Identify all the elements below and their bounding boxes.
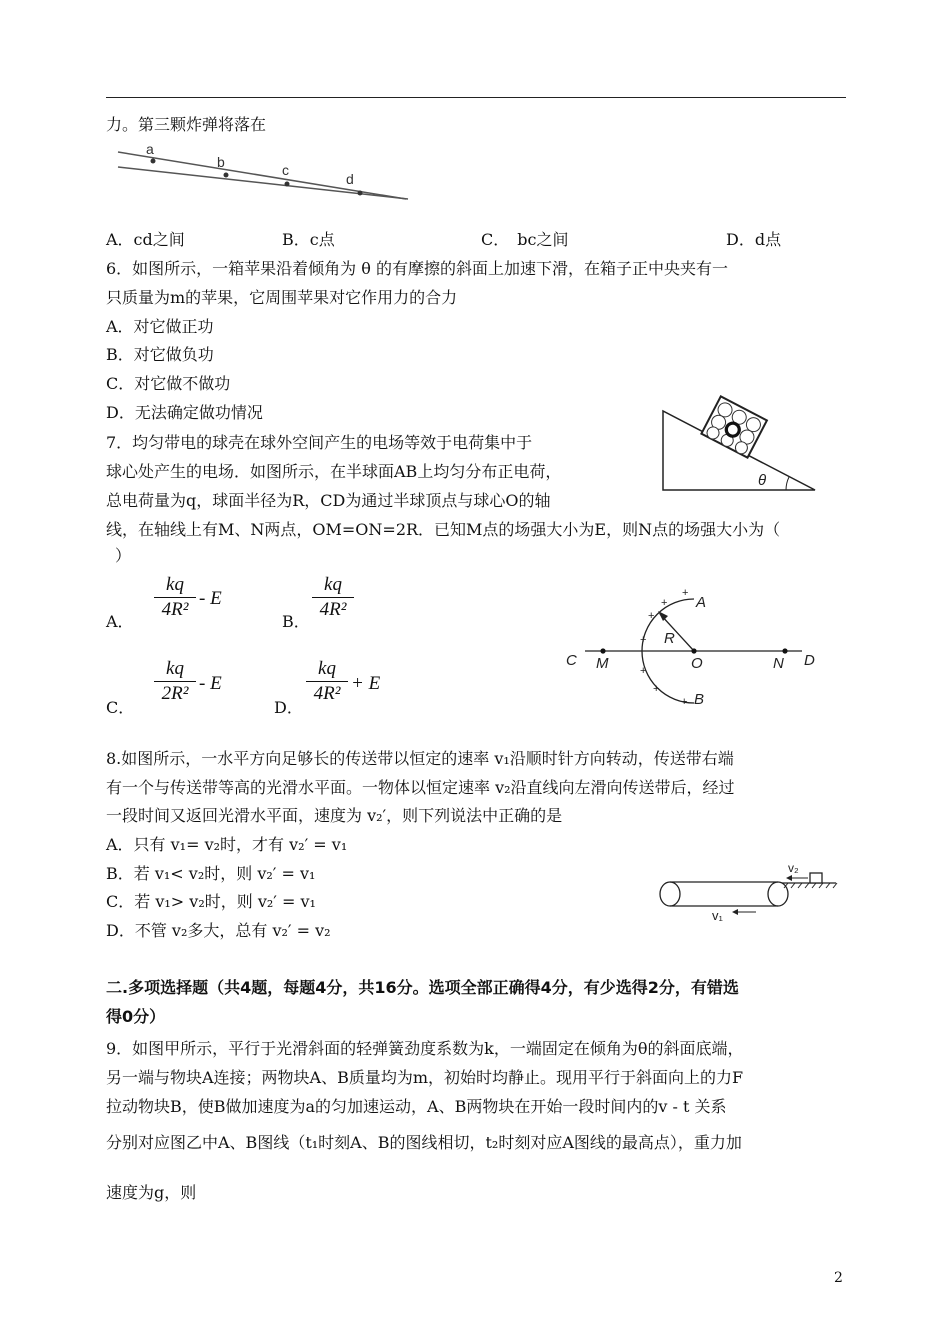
page-number: 2 <box>834 1270 843 1286</box>
q7-plus-5: + <box>640 665 647 677</box>
q5-label-a: a <box>146 141 154 157</box>
q9-stem-line1: 9．如图甲所示，平行于光滑斜面的轻弹簧劲度系数为k，一端固定在倾角为θ的斜面底端， <box>106 1039 744 1058</box>
q8-option-c: C．若 v₁> v₂时，则 v₂′ = v₁ <box>106 892 316 911</box>
q7-option-d-tail: + E <box>351 673 381 694</box>
q7-stem-line1: 7．均匀带电的球壳在球外空间产生的电场等效于电荷集中于 <box>106 433 533 452</box>
q7-option-b-numerator: kq <box>324 574 342 595</box>
q7-stem-line2: 球心处产生的电场．如图所示，在半球面AB上均匀分布正电荷， <box>106 462 562 481</box>
q7-option-c-letter: C． <box>106 698 135 717</box>
q7-plus-3: + <box>648 610 655 622</box>
q6-stem-line2: 只质量为m的苹果，它周围苹果对它作用力的合力 <box>106 288 458 307</box>
q5-label-c: c <box>282 162 289 178</box>
q8-left-roller <box>660 882 680 906</box>
q7-option-d-denominator: 4R² <box>313 683 341 704</box>
q9-stem-line5: 速度为g，则 <box>106 1183 197 1202</box>
q6-theta-label: θ <box>758 472 767 489</box>
q8-stem-line1: 8.如图所示，一水平方向足够长的传送带以恒定的速率 v₁沿顺时针方向转动，传送带右端 <box>106 749 734 768</box>
q7-plus-1: + <box>682 587 689 599</box>
q6-angle-arc <box>786 477 789 490</box>
q8-v1-label: v₁ <box>712 908 723 923</box>
q8-right-roller <box>768 882 788 906</box>
q7-option-a-fraction <box>154 574 196 621</box>
q6-apple-box <box>701 396 767 457</box>
header-rule <box>106 97 846 98</box>
q5-point-d <box>358 191 363 196</box>
q7-option-c-tail: - E <box>199 673 222 694</box>
q7-option-c-fraction <box>154 658 196 705</box>
q7-option-a-denominator: 4R² <box>161 599 189 620</box>
q7-option-d-letter: D． <box>274 698 303 717</box>
q6-option-c: C．对它做不做功 <box>106 374 231 393</box>
section2-heading-line1: 二.多项选择题（共4题，每题4分，共16分。选项全部正确得4分，有少选得2分，有错选 <box>106 978 739 997</box>
q6-option-a: A．对它做正功 <box>106 317 214 336</box>
q5-label-d: d <box>346 171 354 187</box>
q7-label-n: N <box>773 655 784 672</box>
q7-plus-4: + <box>640 634 647 646</box>
q6-option-d: D．无法确定做功情况 <box>106 403 263 422</box>
q5-point-b <box>224 173 229 178</box>
q8-option-b: B．若 v₁< v₂时，则 v₂′ = v₁ <box>106 864 316 883</box>
q7-option-c-denominator: 2R² <box>161 683 189 704</box>
q8-option-a: A．只有 v₁= v₂时，才有 v₂′ = v₁ <box>106 835 348 854</box>
q7-option-a-letter: A． <box>106 612 134 631</box>
q5-slope-line <box>118 152 406 199</box>
q8-surface-hatch <box>784 883 837 888</box>
q7-label-a: A <box>696 594 707 611</box>
q7-label-o: O <box>691 655 703 672</box>
q6-figure <box>655 393 820 493</box>
q8-block <box>810 873 822 883</box>
q7-plus-6: + <box>653 683 660 695</box>
q7-label-b: B <box>694 691 705 708</box>
q7-stem-line4: 线，在轴线上有M、N两点，OM=ON=2R．已知M点的场强大小为E，则N点的场强大小为（ <box>106 520 781 539</box>
q7-label-r: R <box>664 630 675 647</box>
q7-plus-7: + <box>681 696 688 708</box>
q7-plus-2: + <box>661 597 668 609</box>
q7-option-d-fraction <box>306 658 348 705</box>
q5-label-b: b <box>217 154 225 170</box>
q8-stem-line2: 有一个与传送带等高的光滑水平面。一物体以恒定速率 v₂沿直线向左滑向传送带后，经过 <box>106 778 735 797</box>
q5-tail-text: 力。第三颗炸弹将落在 <box>106 115 267 134</box>
q5-option-b: B．c点 <box>282 230 335 249</box>
q7-option-c-numerator: kq <box>166 658 184 679</box>
q5-option-a: A．cd之间 <box>106 230 185 249</box>
q6-option-b: B．对它做负功 <box>106 345 214 364</box>
q5-figure <box>110 140 415 208</box>
q7-point-m <box>600 648 605 653</box>
q8-v2-label: v₂ <box>788 861 799 875</box>
q9-stem-line4: 分别对应图乙中A、B图线（t₁时刻A、B的图线相切，t₂时刻对应A图线的最高点），重力加 <box>106 1133 742 1152</box>
q8-stem-line3: 一段时间又返回光滑水平面，速度为 v₂′，则下列说法中正确的是 <box>106 806 563 825</box>
q9-stem-line3: 拉动物块B，使B做加速度为a的匀加速运动，A、B两物块在开始一段时间内的v - t 关系 <box>106 1097 727 1116</box>
q8-figure <box>650 854 840 934</box>
q9-stem-line2: 另一端与物块A连接；两物块A、B质量均为m，初始时均静止。现用平行于斜面向上的力F <box>106 1068 744 1087</box>
q7-point-n <box>782 648 787 653</box>
q5-ground-line <box>118 167 408 199</box>
q7-option-d-numerator: kq <box>318 658 336 679</box>
q5-option-d: D．d点 <box>726 230 782 249</box>
q7-option-b-denominator: 4R² <box>319 599 347 620</box>
q7-figure <box>560 582 820 712</box>
q7-stem-line5: ） <box>115 546 132 565</box>
q7-label-d: D <box>804 652 815 669</box>
q6-stem-line1: 6．如图所示，一箱苹果沿着倾角为 θ 的有摩擦的斜面上加速下滑，在箱子正中央夹有一 <box>106 259 728 278</box>
q7-option-a-numerator: kq <box>166 574 184 595</box>
q5-option-c: C． bc之间 <box>481 230 569 249</box>
q7-label-m: M <box>596 655 609 672</box>
q7-option-b-letter: B． <box>282 612 310 631</box>
q7-stem-line3: 总电荷量为q，球面半径为R，CD为通过半球顶点与球心O的轴 <box>106 491 551 510</box>
q5-point-a <box>151 159 156 164</box>
q7-radius-arrowhead <box>658 611 668 621</box>
q7-point-o <box>691 648 696 653</box>
q7-label-c: C <box>566 652 577 669</box>
section2-heading-line2: 得0分） <box>106 1007 166 1026</box>
q7-option-b-fraction <box>312 574 354 621</box>
q8-option-d: D．不管 v₂多大，总有 v₂′ = v₂ <box>106 921 331 940</box>
q5-point-c <box>285 182 290 187</box>
q7-option-a-tail: - E <box>199 588 222 609</box>
